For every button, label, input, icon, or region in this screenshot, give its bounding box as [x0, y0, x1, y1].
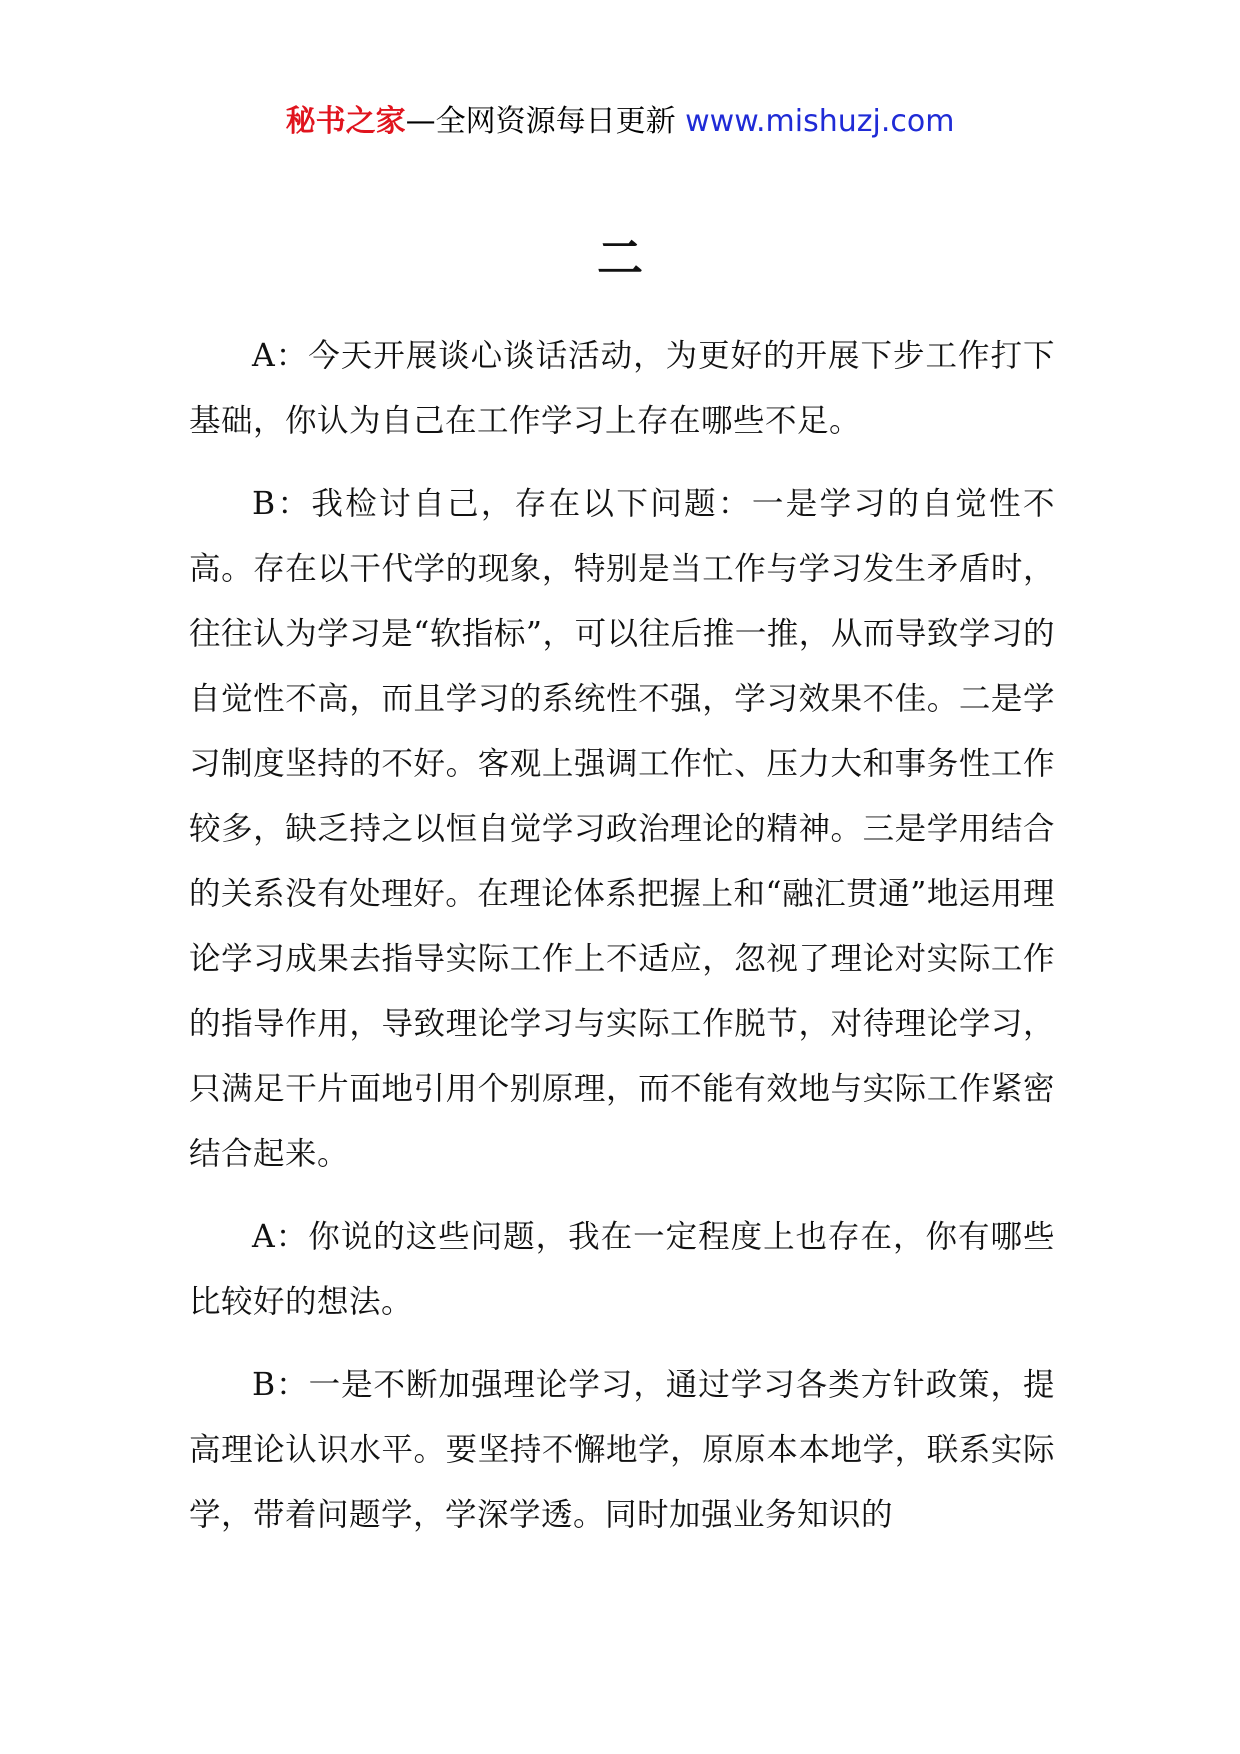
site-header [0, 100, 1240, 144]
paragraph-a-question-2: A：你说的这些问题，我在一定程度上也存在，你有哪些比较好的想法。 [189, 1219, 1055, 1320]
paragraph-b-answer-1: B：我检讨自己，存在以下问题：一是学习的自觉性不高。存在以干代学的现象，特别是当工作与学习发生矛盾时，往往认为学习是“软指标”，可以往后推一推，从而导致学习的自觉性不高，而且学习的系统性不强，学习效果不佳。二是学习制度坚持的不好。客观上强调工作忙、压力大和事务性工作较多，缺乏持之以恒自觉学习政治理论的精神。三是学用结合的关系没有处理好。在理论体系把握上和“融汇贯通”地运用理论学习成果去指导实际工作上不适应，忽视了理论对实际工作的指导作用，导致理论学习与实际工作脱节，对待理论学习，只满足干片面地引用个别原理，而不能有效地与实际工作紧密结合起来。 [189, 486, 1055, 1172]
paragraph-a-question-1: A：今天开展谈心谈话活动，为更好的开展下步工作打下基础，你认为自己在工作学习上存在哪些不足。 [189, 338, 1055, 439]
paragraph-b-answer-2: B：一是不断加强理论学习，通过学习各类方针政策，提高理论认识水平。要坚持不懈地学，原原本本地学，联系实际学，带着问题学，学深学透。同时加强业务知识的 [189, 1367, 1055, 1533]
header-tagline: —全网资源每日更新 [405, 104, 676, 139]
header-brand: 秘书之家 [285, 104, 406, 139]
document-title: 二 [597, 231, 643, 285]
header-url-link[interactable]: www.mishuzj.com [685, 104, 955, 139]
document-body [189, 324, 1055, 1566]
